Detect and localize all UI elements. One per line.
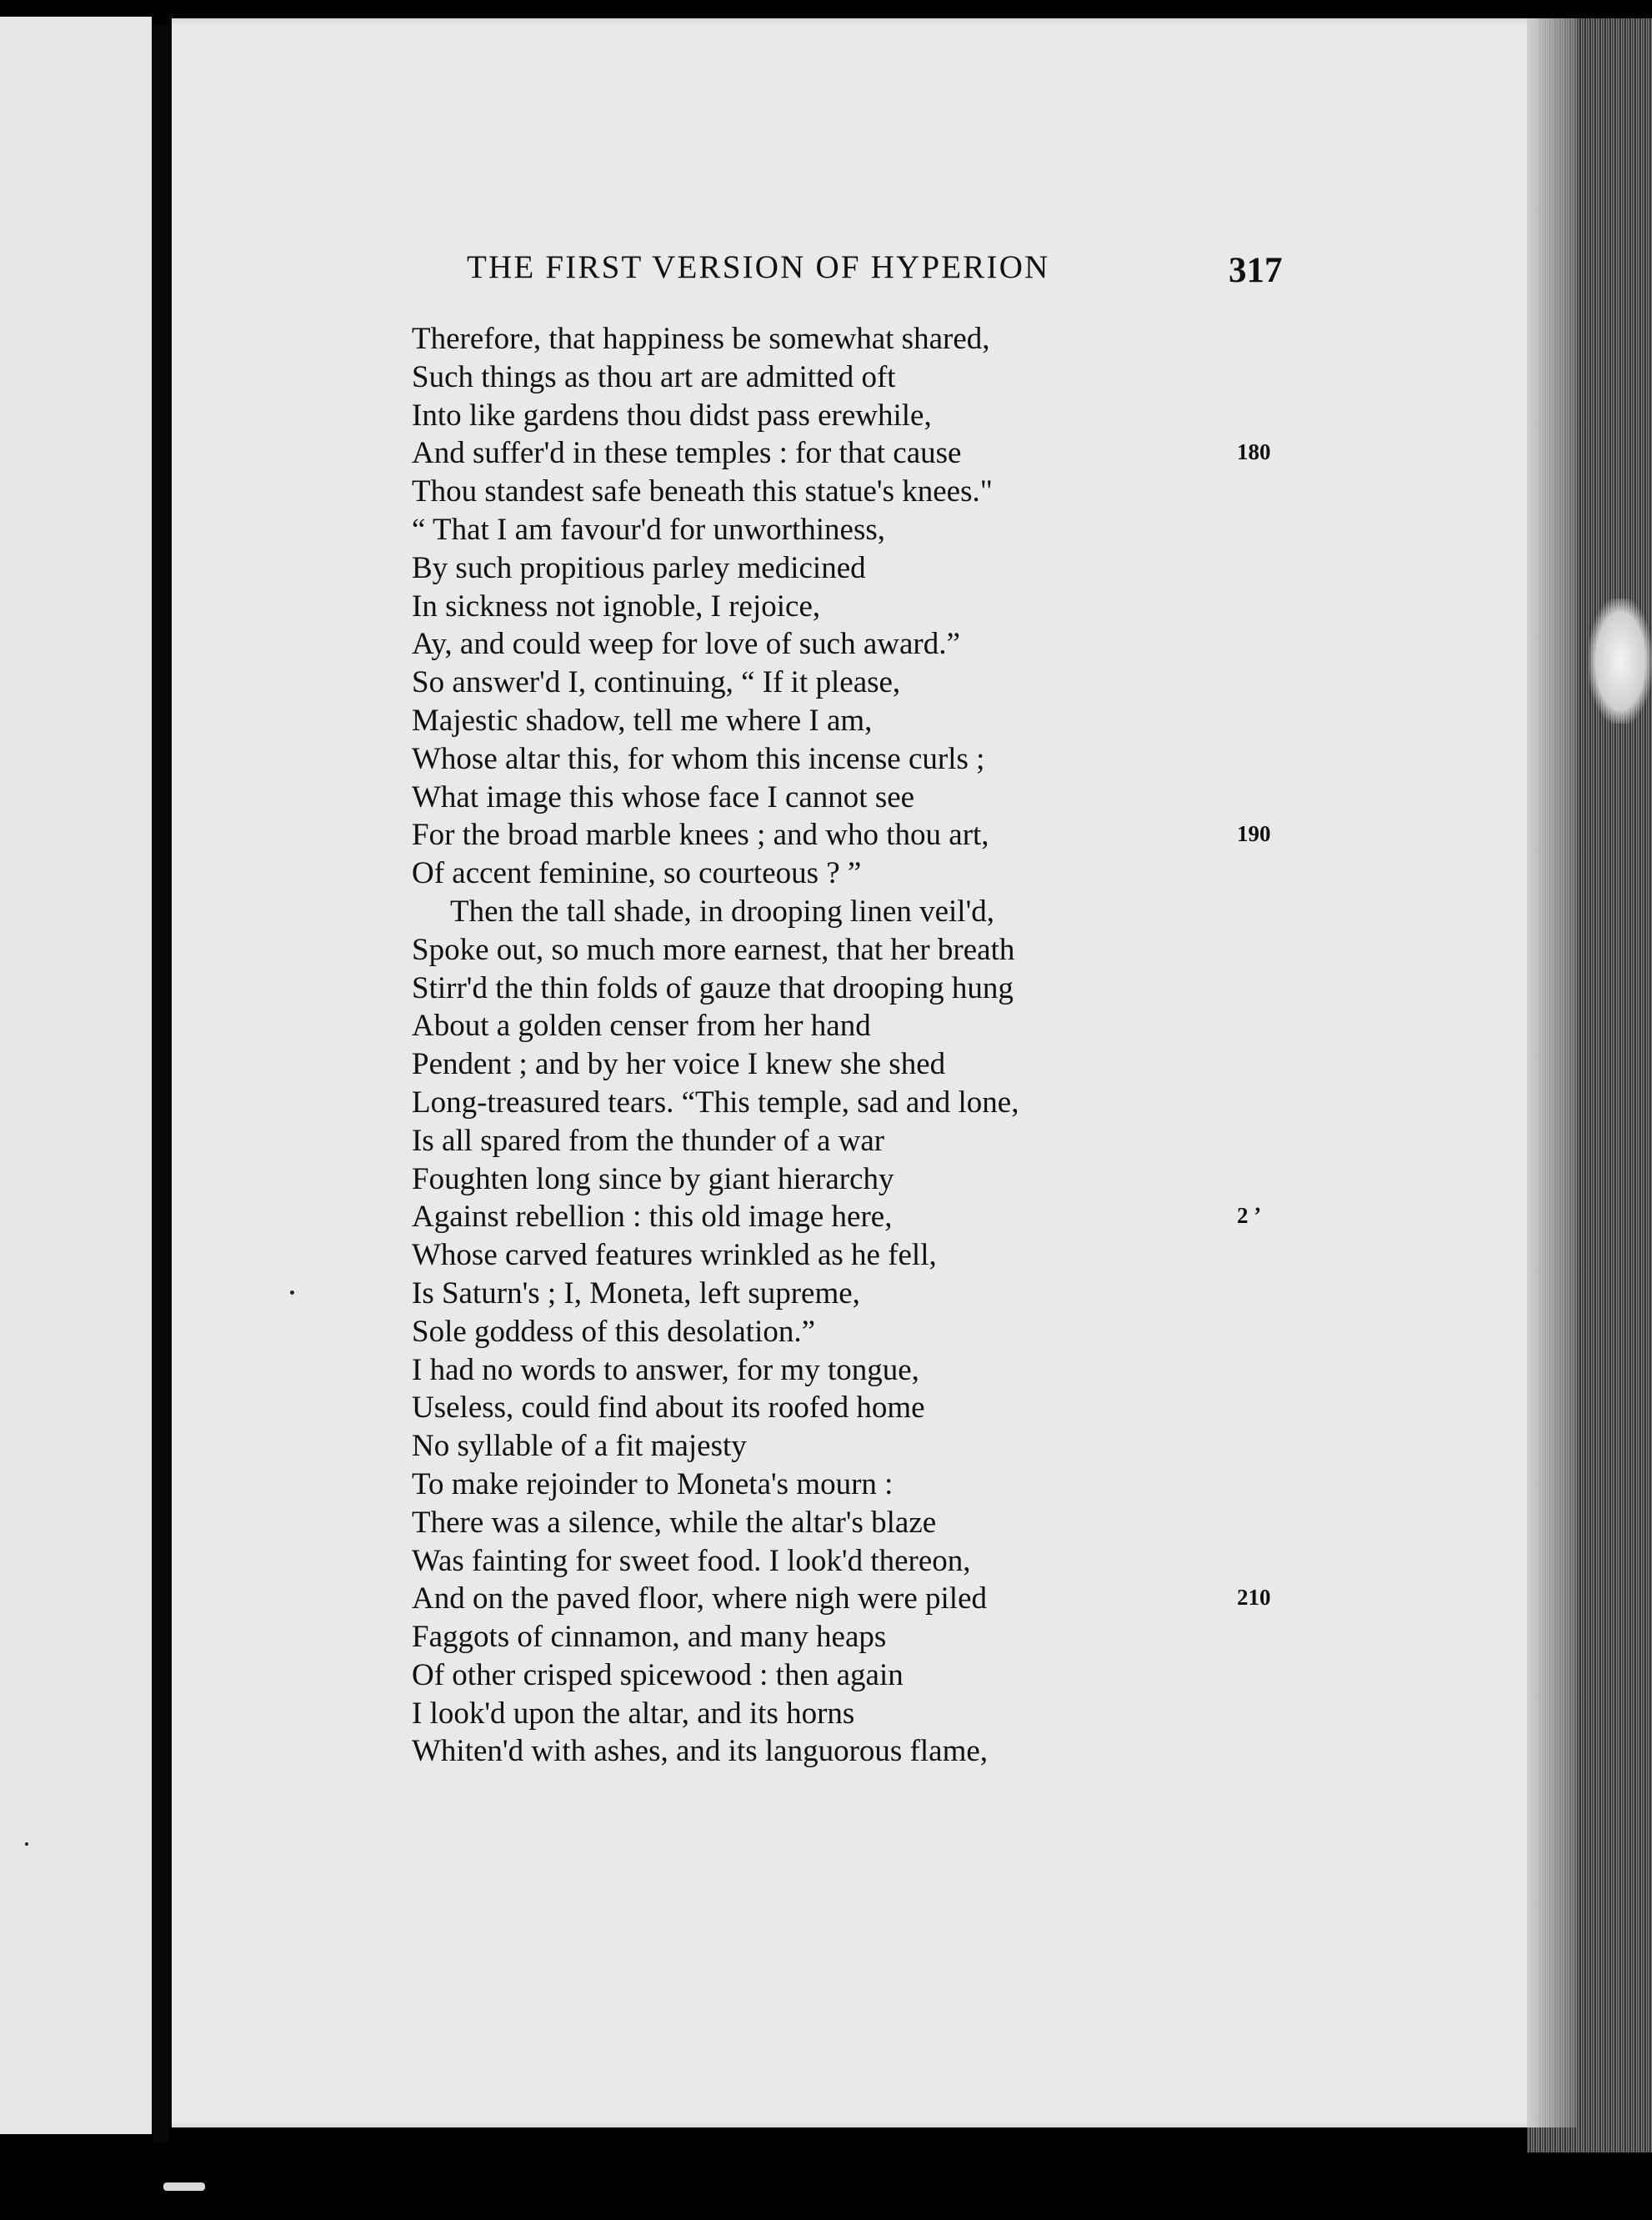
verse-line: No syllable of a fit majesty <box>412 1429 747 1464</box>
verse-line: Whose altar this, for whom this incense curls ; <box>412 741 985 776</box>
verse-line: Was fainting for sweet food. I look'd thereon, <box>412 1543 971 1578</box>
verse-line: By such propitious parley medicined <box>412 550 866 585</box>
facing-page-edge <box>0 17 152 2134</box>
verse-line: Whiten'd with ashes, and its languorous flame, <box>412 1734 989 1769</box>
verse-line: I look'd upon the altar, and its horns <box>412 1696 855 1731</box>
verse-line: What image this whose face I cannot see <box>412 779 915 814</box>
verse-line: Faggots of cinnamon, and many heaps <box>412 1620 887 1655</box>
page-number: 317 <box>1229 251 1283 290</box>
verse-line: Pendent ; and by her voice I knew she shed <box>412 1047 946 1082</box>
verse-line: Long-treasured tears. “This temple, sad and lone, <box>412 1085 1019 1120</box>
verse-line: Stirr'd the thin folds of gauze that drooping hung <box>412 970 1014 1005</box>
verse-line: Thou standest safe beneath this statue's knees." <box>412 474 993 509</box>
verse-line: In sickness not ignoble, I rejoice, <box>412 589 821 624</box>
line-number: 180 <box>1237 439 1271 465</box>
verse-line: Ay, and could weep for love of such award.” <box>412 627 960 662</box>
verse-line: Majestic shadow, tell me where I am, <box>412 703 873 738</box>
verse-line: Is Saturn's ; I, Moneta, left supreme, <box>412 1275 860 1310</box>
line-number: 2 ʼ <box>1237 1203 1262 1229</box>
page-edge-shade <box>1527 18 1577 2127</box>
verse-line: Sole goddess of this desolation.” <box>412 1314 816 1349</box>
verse-line: Of accent feminine, so courteous ? ” <box>412 856 862 891</box>
ink-speck <box>290 1290 294 1295</box>
verse-line: Spoke out, so much more earnest, that her breath <box>412 932 1015 967</box>
scan-artifact <box>163 2182 205 2191</box>
verse-line: Useless, could find about its roofed home <box>412 1391 925 1426</box>
verse-line: Foughten long since by giant hierarchy <box>412 1161 894 1196</box>
verse-line: And suffer'd in these temples : for that cause <box>412 436 962 471</box>
verse-line: “ That I am favour'd for unworthiness, <box>412 512 886 547</box>
line-number: 210 <box>1237 1585 1271 1611</box>
verse-line: About a golden censer from her hand <box>412 1009 871 1044</box>
running-head: THE FIRST VERSION OF HYPERION <box>467 249 1050 285</box>
verse-line: There was a silence, while the altar's blaze <box>412 1505 937 1540</box>
ink-speck <box>25 1842 28 1846</box>
verse-line: So answer'd I, continuing, “ If it please, <box>412 665 901 700</box>
verse-line: Therefore, that happiness be somewhat shared, <box>412 322 990 356</box>
verse-line: To make rejoinder to Moneta's mourn : <box>412 1466 894 1501</box>
verse-line: Against rebellion : this old image here, <box>412 1200 893 1235</box>
poem-text <box>412 320 1019 1771</box>
verse-line: For the broad marble knees ; and who thou art, <box>412 818 989 853</box>
paper-damage-spot <box>1589 599 1652 724</box>
gutter-shadow <box>153 25 168 2142</box>
verse-line: Of other crisped spicewood : then again <box>412 1657 904 1692</box>
verse-line: And on the paved floor, where nigh were piled <box>412 1581 987 1616</box>
line-number: 190 <box>1237 821 1271 847</box>
verse-line: I had no words to answer, for my tongue, <box>412 1352 919 1387</box>
verse-line: Such things as thou art are admitted oft <box>412 359 896 394</box>
verse-line: Then the tall shade, in drooping linen veil'd, <box>450 894 994 929</box>
verse-line: Whose carved features wrinkled as he fell, <box>412 1238 937 1273</box>
verse-line: Into like gardens thou didst pass erewhile, <box>412 398 932 433</box>
verse-line: Is all spared from the thunder of a war <box>412 1123 885 1158</box>
